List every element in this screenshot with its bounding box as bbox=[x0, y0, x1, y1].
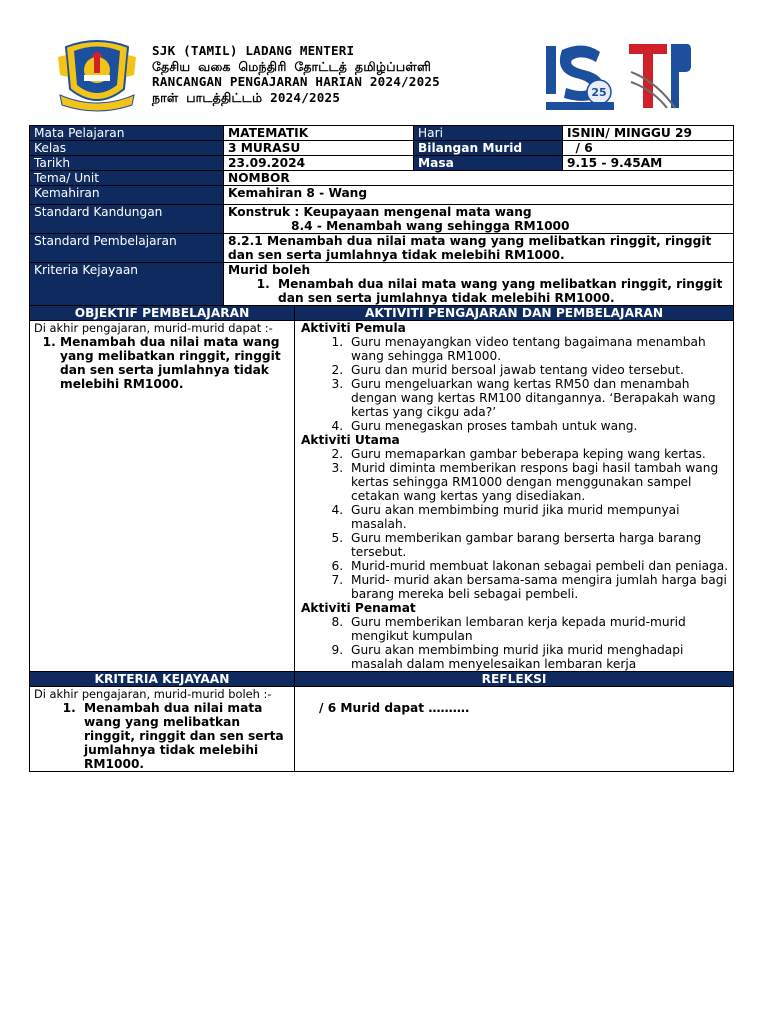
list-item: 1. Guru menayangkan video tentang bagaimana menambah wang sehingga RM1000. bbox=[347, 335, 729, 363]
school-crest-logo bbox=[58, 37, 136, 115]
objektif-heading: OBJEKTIF PEMBELAJARAN bbox=[30, 306, 295, 321]
row-standard-kandungan bbox=[30, 205, 734, 234]
tarikh-label: Tarikh bbox=[30, 156, 224, 171]
kriteria-heading: KRITERIA KEJAYAAN bbox=[30, 672, 295, 687]
kelas-label: Kelas bbox=[30, 141, 224, 156]
standard-pembelajaran-label: Standard Pembelajaran bbox=[30, 234, 224, 263]
list-item: 6. Murid-murid membuat lakonan sebagai pembeli dan peniaga. bbox=[347, 559, 729, 573]
list-item: 3. Murid diminta memberikan respons bagi hasil tambah wang kertas sehingga RM1000 dengan menggunakan sampel cetakan wang kertas yang disediakan. bbox=[347, 461, 729, 503]
list-item: 3. Guru mengeluarkan wang kertas RM50 dan menambah dengan wang kertas RM100 ditangannya. ‘Berapakah wang kertas yang cikgu ada?’ bbox=[347, 377, 729, 419]
hari-value: ISNIN/ MINGGU 29 bbox=[563, 126, 734, 141]
row-kemahiran bbox=[30, 186, 734, 205]
aktiviti-pemula-list bbox=[301, 335, 729, 433]
kriteria-item: 1. Menambah dua nilai mata wang yang melibatkan ringgit, ringgit dan sen serta jumlahnya tidak melebihi RM1000. bbox=[274, 277, 729, 305]
tema-value: NOMBOR bbox=[224, 171, 734, 186]
kemahiran-label: Kemahiran bbox=[30, 186, 224, 205]
aktiviti-pemula-title: Aktiviti Pemula bbox=[301, 321, 406, 335]
list-item: 5. Guru memberikan gambar barang berserta harga barang tersebut. bbox=[347, 531, 729, 559]
row-kriteria-refleksi-headings bbox=[30, 672, 734, 687]
hari-label: Hari bbox=[414, 126, 563, 141]
transformasi-pendidikan-logo bbox=[627, 42, 691, 112]
objektif-item: 1. Menambah dua nilai mata wang yang melibatkan ringgit, ringgit dan sen serta jumlahnya tidak melebihi RM1000. bbox=[60, 335, 290, 391]
plan-title-tamil: நாள் பாடத்திட்டம் 2024/2025 bbox=[152, 89, 341, 105]
list-item: 4. Guru menegaskan proses tambah untuk wang. bbox=[347, 419, 729, 433]
standard-pembelajaran-value: 8.2.1 Menambah dua nilai mata wang yang melibatkan ringgit, ringgit dan sen serta jumlahnya tidak melebihi RM1000. bbox=[224, 234, 734, 263]
row-kelas bbox=[30, 141, 734, 156]
is25-logo bbox=[544, 42, 616, 112]
list-item: 7. Murid- murid akan bersama-sama mengira jumlah harga bagi barang mereka beli sebagai pembeli. bbox=[347, 573, 729, 601]
kriteria-bottom-item: 1. Menambah dua nilai mata wang yang melibatkan ringgit, ringgit dan sen serta jumlahnya tidak melebihi RM1000. bbox=[80, 701, 286, 771]
kriteria-intro-text: Di akhir pengajaran, murid-murid boleh :- bbox=[34, 687, 272, 701]
aktiviti-utama-list bbox=[301, 447, 729, 601]
aktiviti-penamat-list bbox=[301, 615, 729, 671]
kriteria-intro: Murid boleh bbox=[228, 263, 311, 277]
lesson-plan-table bbox=[29, 125, 734, 772]
list-item: 8. Guru memberikan lembaran kerja kepada murid-murid mengikut kumpulan bbox=[347, 615, 729, 643]
aktiviti-cell bbox=[295, 321, 734, 672]
school-name-malay: SJK (TAMIL) LADANG MENTERI bbox=[152, 43, 355, 58]
konstruk-text: Konstruk : Keupayaan mengenal mata wang bbox=[228, 205, 532, 219]
row-tarikh bbox=[30, 156, 734, 171]
mata-pelajaran-label: Mata Pelajaran bbox=[30, 126, 224, 141]
standard-kandungan-value bbox=[224, 205, 734, 234]
row-tema bbox=[30, 171, 734, 186]
kriteria-list bbox=[228, 277, 729, 305]
masa-value: 9.15 - 9.45AM bbox=[563, 156, 734, 171]
bilangan-murid-value: / 6 bbox=[563, 141, 734, 156]
svg-text:25: 25 bbox=[591, 86, 607, 99]
aktiviti-utama-title: Aktiviti Utama bbox=[301, 433, 400, 447]
mata-pelajaran-value: MATEMATIK bbox=[224, 126, 414, 141]
objektif-list bbox=[34, 335, 290, 391]
tarikh-value: 23.09.2024 bbox=[224, 156, 414, 171]
row-section-headings bbox=[30, 306, 734, 321]
kelas-value: 3 MURASU bbox=[224, 141, 414, 156]
refleksi-cell bbox=[295, 687, 734, 772]
school-name-tamil: தேசிய வகை மெந்திரி தோட்டத் தமிழ்ப்பள்ளி bbox=[152, 58, 432, 74]
list-item: 2. Guru dan murid bersoal jawab tentang video tersebut. bbox=[347, 363, 729, 377]
kemahiran-value: Kemahiran 8 - Wang bbox=[224, 186, 734, 205]
list-item: 4. Guru akan membimbing murid jika murid mempunyai masalah. bbox=[347, 503, 729, 531]
row-mata-pelajaran bbox=[30, 126, 734, 141]
kriteria-cell bbox=[30, 687, 295, 772]
row-kriteria-refleksi bbox=[30, 687, 734, 772]
refleksi-text: / 6 Murid dapat ………. bbox=[319, 701, 470, 715]
row-kriteria-kejayaan bbox=[30, 263, 734, 306]
objektif-cell bbox=[30, 321, 295, 672]
standard-kandungan-label: Standard Kandungan bbox=[30, 205, 224, 234]
list-item: 9. Guru akan membimbing murid jika murid menghadapi masalah dalam menyelesaikan lembaran kerja bbox=[347, 643, 729, 671]
row-standard-pembelajaran bbox=[30, 234, 734, 263]
aktiviti-heading: AKTIVITI PENGAJARAN DAN PEMBELAJARAN bbox=[295, 306, 734, 321]
masa-label: Masa bbox=[414, 156, 563, 171]
kriteria-kejayaan-label: Kriteria Kejayaan bbox=[30, 263, 224, 306]
kriteria-bottom-list bbox=[34, 701, 290, 771]
list-item: 2. Guru memaparkan gambar beberapa keping wang kertas. bbox=[347, 447, 729, 461]
plan-title-malay: RANCANGAN PENGAJARAN HARIAN 2024/2025 bbox=[152, 74, 440, 89]
row-objektif-aktiviti bbox=[30, 321, 734, 672]
school-title-block bbox=[152, 43, 440, 105]
tema-label: Tema/ Unit bbox=[30, 171, 224, 186]
document-header bbox=[0, 0, 768, 125]
bilangan-murid-label: Bilangan Murid bbox=[414, 141, 563, 156]
aktiviti-penamat-title: Aktiviti Penamat bbox=[301, 601, 416, 615]
standard-kandungan-item: 8.4 - Menambah wang sehingga RM1000 bbox=[291, 219, 570, 233]
kriteria-kejayaan-value bbox=[224, 263, 734, 306]
objektif-intro: Di akhir pengajaran, murid-murid dapat :- bbox=[34, 321, 273, 335]
refleksi-heading: REFLEKSI bbox=[295, 672, 734, 687]
